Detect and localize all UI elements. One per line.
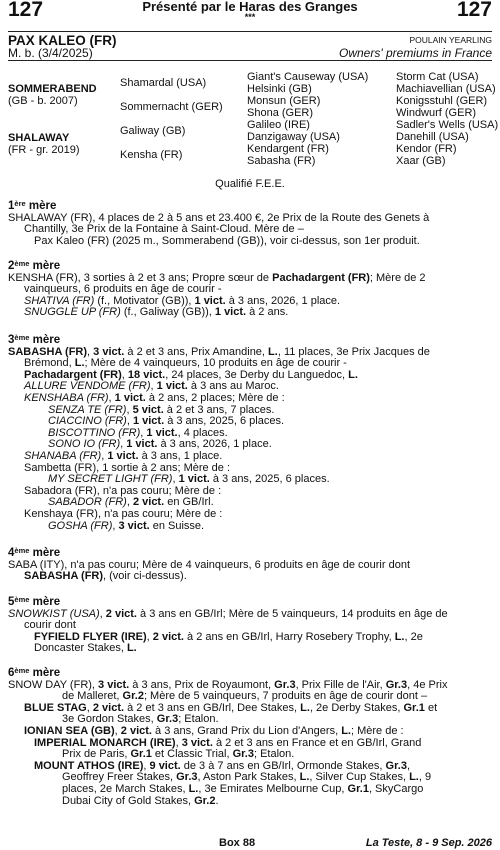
bold-text: 2 vict.: [105, 607, 137, 620]
bold-text: L.: [348, 368, 358, 381]
text-run: ,: [172, 473, 179, 486]
bold-text: IONIAN SEA (GB): [24, 724, 115, 737]
bold-text: Gr.3: [274, 678, 296, 691]
family-heading-suffix: ème: [14, 259, 30, 268]
bold-text: 2 vict.: [92, 701, 125, 714]
family-heading-suffix: ème: [14, 666, 30, 675]
bold-text: L.: [394, 630, 405, 643]
bold-text: Gr.3: [232, 748, 254, 761]
family-heading-suffix: ème: [14, 333, 30, 342]
italic-horse-name: BISCOTTINO (FR): [48, 426, 141, 439]
family-line: [8, 796, 492, 808]
text-run: en GB/Irl.: [164, 496, 214, 509]
text-run: ,: [108, 391, 115, 404]
bold-text: SABASHA (FR): [24, 570, 104, 583]
bold-text: IMPERIAL MONARCH (IRE): [34, 736, 176, 749]
text-run: , 3e Emirates Melbourne Cup,: [198, 782, 348, 795]
family-heading: [8, 258, 492, 273]
bold-text: L.: [341, 724, 351, 737]
pedigree-gen4-1: Machiavellian (USA): [396, 83, 496, 95]
family-heading-word: mère: [29, 334, 61, 346]
pedigree-gen4-2: Konigsstuhl (GER): [396, 95, 488, 107]
text-run: Doncaster Stakes,: [34, 642, 127, 655]
italic-horse-name: SENZA TE (FR): [48, 403, 127, 416]
family-section-2: [8, 258, 492, 319]
text-run: SHALAWAY (FR), 4 places de 2 à 5 ans et 23.400 €, 2e Prix de la Route des Genets à: [8, 211, 430, 224]
bold-text: L.: [268, 345, 278, 358]
text-run: Pax Kaleo (FR) (2025 m., Sommerabend (GB)), voir ci-dessus, son 1er produit.: [34, 234, 420, 247]
text-run: .: [215, 794, 219, 807]
family-line: [8, 521, 492, 533]
bold-text: L.: [299, 771, 310, 784]
italic-horse-name: SONO IO (FR): [48, 438, 121, 451]
family-heading-word: mère: [29, 260, 61, 272]
bold-text: 1 vict.: [114, 391, 146, 404]
text-run: à 3 ans au Maroc.: [187, 380, 279, 393]
bold-text: 9 vict.: [149, 759, 181, 772]
pedigree-gen4-3: Windwurf (GER): [396, 107, 477, 119]
text-run: à 3 ans, Grand Prix du Lion d'Angers,: [151, 724, 342, 737]
bold-text: L.: [188, 782, 199, 795]
pedigree-gen4-7: Xaar (GB): [396, 155, 446, 167]
text-run: Dubai City of Gold Stakes,: [62, 794, 195, 807]
bold-text: Gr.1: [403, 701, 425, 714]
bold-text: Gr.3: [385, 759, 407, 772]
italic-horse-name: SNUGGLE UP (FR): [24, 306, 121, 319]
text-run: ; Mère de 5 vainqueurs, 7 produits en âge de courir dont –: [143, 690, 428, 703]
italic-horse-name: MY SECRET LIGHT (FR): [48, 473, 173, 486]
family-section-4: [8, 545, 492, 583]
text-run: et Classic Trial,: [151, 748, 233, 761]
text-run: à 2 ans en GB/Irl, Harry Rosebery Trophy,: [183, 630, 395, 643]
family-section-3: [8, 332, 492, 532]
italic-horse-name: SABADOR (FR): [48, 496, 127, 509]
bold-text: 2 vict.: [152, 630, 184, 643]
text-run: SABA (ITY), n'a pas couru; Mère de 4 vainqueurs, 6 produits en âge de courir dont: [8, 558, 410, 571]
italic-horse-name: GOSHA (FR): [48, 519, 113, 532]
text-run: ,: [140, 426, 147, 439]
family-heading: [8, 594, 492, 609]
consignor-title: Présenté par le Haras des Granges: [142, 0, 358, 14]
family-heading: [8, 545, 492, 560]
bold-text: 18 vict.: [127, 368, 166, 381]
pedigree-gen2-2: Galiway (GB): [120, 125, 186, 137]
pedigree-gen4-4: Sadler's Wells (USA): [396, 119, 499, 131]
text-run: Prix de Paris,: [62, 748, 131, 761]
text-run: ,: [114, 724, 121, 737]
bold-text: 1 vict.: [126, 438, 158, 451]
text-run: à 2 et 3 ans, 7 places.: [163, 403, 275, 416]
italic-horse-name: SNOWKIST (USA): [8, 607, 100, 620]
pedigree-gen3-0: Giant's Causeway (USA): [247, 71, 369, 83]
pedigree-sire-name: SOMMERABEND: [8, 83, 97, 95]
italic-horse-name: SHATIVA (FR): [24, 294, 95, 307]
text-run: ,: [121, 368, 128, 381]
text-run: ,: [143, 759, 150, 772]
horse-subtitle: M. b. (3/4/2025): [8, 46, 93, 60]
bold-text: 2 vict.: [132, 496, 165, 509]
text-run: 3e Gordon Stakes,: [62, 713, 157, 726]
bold-text: Gr.1: [347, 782, 369, 795]
text-run: , 2e Derby Stakes,: [309, 701, 404, 714]
bold-text: L.: [126, 642, 137, 655]
bold-text: 1 vict.: [194, 294, 226, 307]
bold-text: Gr.3: [385, 678, 408, 691]
family-heading-number: 3: [8, 334, 15, 346]
bold-text: Gr.2: [122, 690, 144, 703]
family-heading-word: mère: [25, 200, 57, 212]
text-run: ,: [112, 519, 119, 532]
text-run: ,: [406, 759, 410, 772]
bold-text: L.: [300, 701, 310, 714]
text-run: Kenshaya (FR), n'a pas couru; Mère de :: [24, 507, 223, 520]
pedigree-gen3-7: Sabasha (FR): [247, 155, 316, 167]
family-heading-suffix: ère: [14, 199, 26, 208]
family-heading-number: 2: [8, 260, 15, 272]
family-heading-suffix: ème: [14, 546, 30, 555]
italic-horse-name: KENSHABA (FR): [24, 391, 109, 404]
bold-text: 1 vict.: [132, 415, 165, 428]
text-run: vainqueurs, 6 produits en âge de courir -: [24, 283, 222, 296]
family-heading: [8, 332, 492, 347]
text-run: , 4 places.: [177, 426, 228, 439]
text-run: ,: [99, 607, 106, 620]
text-run: Sambetta (FR), 1 sortie à 2 ans; Mère de :: [24, 461, 231, 474]
family-heading-word: mère: [29, 596, 61, 608]
italic-horse-name: CIACCINO (FR): [48, 415, 127, 428]
horse-category-tag: POULAIN YEARLING: [409, 35, 492, 45]
lot-number-right: 127: [456, 0, 492, 21]
family-heading-word: mère: [29, 547, 61, 559]
family-heading: [8, 198, 492, 213]
header-rule-top: [8, 31, 492, 32]
pedigree-gen3-5: Danzigaway (USA): [247, 131, 340, 143]
pedigree-gen3-6: Kendargent (FR): [247, 143, 329, 155]
family-heading-number: 1: [8, 200, 15, 212]
text-run: ; Etalon.: [253, 748, 295, 761]
text-run: Chantilly, 3e Prix de la Fontaine à Saint-Cloud. Mère de –: [24, 223, 304, 236]
bold-text: 1 vict.: [107, 449, 139, 462]
text-run: , 24 places, 3e Derby du Languedoc,: [165, 368, 349, 381]
bold-text: MOUNT ATHOS (IRE): [34, 759, 144, 772]
text-run: à 2 et 3 ans, Prix Amandine,: [124, 345, 269, 358]
text-run: à 3 ans, 2025, 6 places.: [164, 415, 285, 428]
text-run: (f., Galiway (GB)),: [120, 306, 215, 319]
family-line: [8, 643, 492, 655]
text-run: à 2 et 3 ans en France et en GB/Irl, Grand: [212, 736, 422, 749]
text-run: , 9: [418, 771, 432, 784]
pedigree-gen4-6: Kendor (FR): [396, 143, 457, 155]
text-run: KENSHA (FR), 3 sorties à 2 et 3 ans; Propre sœur de: [8, 271, 273, 284]
family-line: [8, 609, 492, 621]
bold-text: 2 vict.: [120, 724, 152, 737]
text-run: Geoffrey Freer Stakes,: [62, 771, 177, 784]
text-run: ,: [126, 496, 133, 509]
text-run: , 4e Prix: [407, 678, 448, 691]
text-run: ,: [175, 736, 182, 749]
text-run: Brémond,: [24, 357, 75, 370]
bold-text: 5 vict.: [132, 403, 164, 416]
text-run: à 2 et 3 ans en GB/Irl, Dee Stakes,: [124, 701, 301, 714]
family-section-5: [8, 594, 492, 655]
pedigree-gen4-5: Danehill (USA): [396, 131, 469, 143]
text-run: , 2e: [404, 630, 423, 643]
text-run: ,: [146, 630, 153, 643]
pedigree-gen2-1: Sommernacht (GER): [120, 101, 223, 113]
text-run: à 2 ans.: [246, 306, 289, 319]
text-run: (f., Motivator (GB)),: [94, 294, 195, 307]
lot-number-left: 127: [8, 0, 44, 21]
text-run: ; Etalon.: [178, 713, 219, 726]
bold-text: FYFIELD FLYER (IRE): [34, 630, 147, 643]
text-run: ,: [126, 403, 133, 416]
text-run: , Aston Park Stakes,: [197, 771, 300, 784]
text-run: , SkyCargo: [368, 782, 424, 795]
text-run: et: [424, 701, 438, 714]
header-stars: ***: [244, 12, 256, 22]
bold-text: 3 vict.: [93, 345, 125, 358]
text-run: , Silver Cup Stakes,: [309, 771, 410, 784]
bold-text: SABASHA (FR): [8, 345, 88, 358]
text-run: à 2 ans, 2 places; Mère de :: [145, 391, 285, 404]
family-line: [8, 307, 492, 319]
pedigree-gen3-4: Galileo (IRE): [247, 119, 310, 131]
bold-text: L.: [409, 771, 419, 784]
pedigree-gen3-2: Monsun (GER): [247, 95, 321, 107]
bold-text: BLUE STAG: [24, 701, 87, 714]
owners-premium-note: Owners' premiums in France: [339, 46, 492, 60]
text-run: , 11 places, 3e Prix Jacques de: [277, 345, 430, 358]
bold-text: Pachadargent (FR): [272, 271, 370, 284]
family-heading-word: mère: [29, 667, 61, 679]
pedigree-sire-details: (GB - b. 2007): [8, 95, 78, 107]
bold-text: 1 vict.: [156, 380, 188, 393]
text-run: , (voir ci-dessus).: [103, 570, 187, 583]
bold-text: Gr.3: [156, 713, 179, 726]
text-run: ,: [150, 380, 157, 393]
text-run: , Prix Fille de l'Air,: [295, 678, 386, 691]
pedigree-dam-details: (FR - gr. 2019): [8, 144, 80, 156]
bold-text: Pachadargent (FR): [24, 368, 122, 381]
footer-box: Box 88: [219, 837, 256, 849]
bold-text: Gr.3: [176, 771, 198, 784]
pedigree-gen3-3: Shona (GER): [247, 107, 314, 119]
text-run: ,: [126, 415, 133, 428]
family-section-1: [8, 198, 492, 247]
pedigree-dam-name: SHALAWAY: [8, 132, 70, 144]
family-heading-suffix: ème: [14, 595, 30, 604]
text-run: à 3 ans, 2026, 1 place.: [225, 294, 341, 307]
bold-text: Gr.1: [130, 748, 152, 761]
text-run: ,: [87, 345, 94, 358]
bold-text: 3 vict.: [118, 519, 150, 532]
text-run: courir dont: [24, 619, 76, 632]
pedigree-gen2-3: Kensha (FR): [120, 149, 183, 161]
family-heading-number: 4: [8, 547, 15, 559]
text-run: ; Mère de 2: [369, 271, 426, 284]
bold-text: 1 vict.: [178, 473, 210, 486]
family-line: [8, 571, 492, 583]
text-run: ,: [120, 438, 127, 451]
text-run: à 3 ans, 2026, 1 place.: [157, 438, 272, 451]
header-rule-bottom: [8, 60, 492, 61]
text-run: Sabadora (FR), n'a pas couru; Mère de :: [24, 484, 222, 497]
pedigree-gen4-0: Storm Cat (USA): [396, 71, 479, 83]
pedigree-gen2-0: Shamardal (USA): [120, 77, 207, 89]
text-run: de Malleret,: [62, 690, 123, 703]
bold-text: Gr.2: [194, 794, 216, 807]
italic-horse-name: ALLURE VENDOME (FR): [24, 380, 151, 393]
family-section-6: [8, 665, 492, 807]
footer-event: La Teste, 8 - 9 Sep. 2026: [365, 837, 492, 849]
italic-horse-name: SHANABA (FR): [24, 449, 102, 462]
bold-text: 3 vict.: [181, 736, 213, 749]
text-run: places, 2e March Stakes,: [62, 782, 189, 795]
text-run: ; Mère de :: [350, 724, 404, 737]
text-run: en Suisse.: [149, 519, 205, 532]
family-heading: [8, 665, 492, 680]
pedigree-gen3-1: Helsinki (GB): [247, 83, 312, 95]
text-run: SNOW DAY (FR),: [8, 678, 99, 691]
text-run: à 3 ans en GB/Irl; Mère de 5 vainqueurs, 14 produits en âge de: [136, 607, 448, 620]
bold-text: 1 vict.: [146, 426, 178, 439]
bold-text: L.: [74, 357, 85, 370]
family-heading-number: 5: [8, 596, 15, 608]
text-run: de 3 à 7 ans en GB/Irl, Ormonde Stakes,: [180, 759, 386, 772]
text-run: ,: [86, 701, 93, 714]
family-heading-number: 6: [8, 667, 15, 679]
text-run: à 3 ans, 2025, 6 places.: [209, 473, 330, 486]
text-run: à 3 ans, Prix de Royaumont,: [129, 678, 275, 691]
qualification-note: Qualifié F.E.E.: [215, 178, 285, 190]
text-run: ; Mère de 4 vainqueurs, 10 produits en âge de courir -: [84, 357, 347, 370]
bold-text: 3 vict.: [98, 678, 130, 691]
horse-name: PAX KALEO (FR): [8, 33, 117, 48]
bold-text: 1 vict.: [214, 306, 247, 319]
family-line: [8, 236, 492, 248]
text-run: à 3 ans, 1 place.: [138, 449, 223, 462]
text-run: ,: [101, 449, 108, 462]
